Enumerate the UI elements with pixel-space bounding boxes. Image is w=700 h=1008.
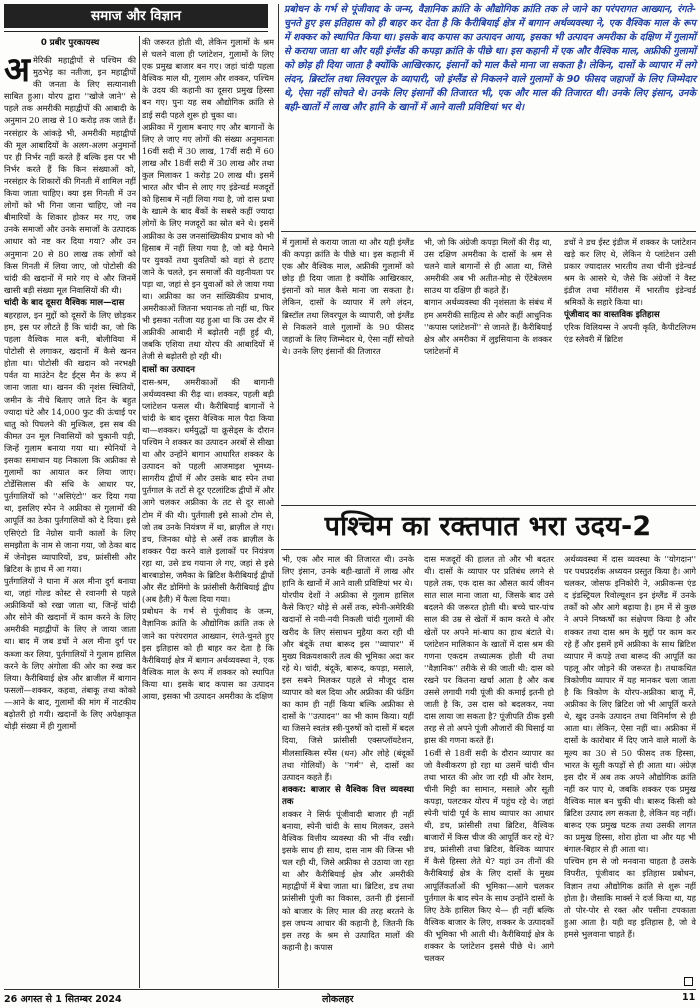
footer-publication: लोकलहर [322,994,354,1005]
footer-rule [4,989,696,990]
quote-rule [281,231,696,232]
paragraph: बहरहाल, इन मुद्दों को दूसरों के लिए छोड़कर हम, इस पर लौटते हैं कि चांदी का, जो कि पहला वैश्विक माल बनी, बोलीविया में पोटोसी से लगाकर, खदानों में कैसे खनन होता था। पोटोसी की खदान को नरभक्षी पर्वत या माउंटेन दैट ईट्स मैन के रूप में जाना जाता था। खनन की नृशंस स्थितियों, जमीन के नीचे बिताए जाते दिन के बहुत ज्यादा घंटे और 14,000 फुट की ऊंचाई पर धातु को पिघलने की मुश्किल, इस सब की कीमत उन मूल निवासियों को चुकानी पड़ी, जिन्हें गुलाम बनाया गया था। स्पेनियों ने इसका समाधान यह निकाला कि अफ्रीका से गुलामों का आयात कर लिया जाए। टोर्डेसिलास की संधि के आधार पर, पुर्तगालियों को ''असिएंटो'' कर दिया गया था, इसलिए स्पेन ने अफ्रीका से गुलामों की आपूर्ति का ठेका पुर्तगालियों को दे दिया। इसे एसिएंटो डि नेग्रोस यानी कालों के लिए समझौता के नाम से जाना गया, जो ठेका बाद में जेनोइस व्यापारियों, डच, फ्रांसीसी और ब्रिटिश के हाथ में आ गया। [4,309,136,574]
paragraph: बागान अर्थव्यवस्था की नृशंसता के संबंध में हम अमरीकी साहित्य से और कहीं आधुनिक ''कपास प्लांटेशनों'' से जानते हैं। कैरीबियाई क्षेत्र और अमरीका में लुइसियाना के शक्कर प्लांटेशनों में [424,297,552,356]
paragraph: योरपीय देशों ने अफ्रीका से गुलाम हासिल कैसे किए? थोड़े से अर्से तक, स्पेनी-अमेरिकी खदानों से नयी-नयी निकली चांदी गुलामों की खरीद के लिए संसाधन मुहैया करा रही थी और बंदूकें तथा बारूद इस ''व्यापार'' में मुख्य विक्रयशकारी तत्व की भूमिका अदा कर रहे थे। चांदी, बंदूकें, बारूद, कपड़ा, मसाले, इस सबने मिलकर पहले से मौजूद दास व्यापार को बल दिया और अफ्रीका की फंडिंग का काम ही नहीं किया बल्कि अफ्रीका से दासों के ''उत्पादन'' का भी काम किया। यहीं था जिसने स्वतंत्र स्त्री-पुरुषों को दासों में बदल दिया, जिसे फ्रांसीसी एक्सप्लॉयटेशन, मीलसास्किस स्पेंस (धन) और लोहे (बंदूकों तथा गोलियों) के ''गर्म'' से, दासों का उत्पादन कहते हैं। [282,590,414,782]
headline-rule-top [281,505,696,506]
paragraph: दास मजदूरों की हालत तो और भी बदतर थी। दासों के व्यापार पर प्रतिबंध लगने से पहले तक, एक दास का औसत कार्य जीवन सात साल माना जाता था, जिसके बाद उसे बदलने की जरूरत होती थी। बच्चे चार-पांच साल की उम्र से खेतों में काम करते थे और खेतों पर अपने मां-बाप का हाथ बंटाते थे। प्लांटेशन मालिकान के खातों में दास श्रम की गणना एकदम तथ्यात्मक होती थी तथा ''वैज्ञानिक'' तरीके से की जाती थी: दास को रखने पर कितना खर्चा आता है और कब उससे लगायी गयी पूंजी की कमाई इतनी हो जाती है कि, उस दास को बदलकर, नया दास लाया जा सकता है? पूंजीपति ठीक इसी तरह से तो अपने पूंजी औजारों की घिसाई या ह्रास की गणना करते हैं। [424,554,554,746]
paragraph: 16वीं से 18वीं सदी के दौरान व्यापार का जो वैश्वीकरण हो रहा था उसमें चांदी चीन तथा भारत की ओर जा रही थी और रेशम, चीनी मिट्टी का सामान, मसाले और सूती कपड़ा, पलटकर योरप में पहुंच रहे थे। जहां स्पेनी चांदी पूर्व के साथ व्यापार का आधार थी, डच, फ्रांसीसी तथा ब्रिटिश, वैश्विक बाजारों में किस चीज की आपूर्ति कर रहे थे? डच, फ्रांसीसी तथा ब्रिटिश, वैश्विक व्यापार में कैसे हिस्सा लेते थे? यहां उन तीनों की कैरीबियाई क्षेत्र के लिए दासों के मुख्य आपूर्तिकर्ताओं की भूमिका—आगे चलकर पुर्तगाल के बाद स्पेन के साथ उन्होंने दासों के लिए ठेके हासिल किए थे— ही नहीं बल्कि वैश्विक बाजार के लिए, शक्कर के उत्पादकों की भूमिका भी आती थी। कैरीबियाई क्षेत्र के शक्कर के प्लांटेशन इससे पीछे थे। आगे चलकर [424,747,554,964]
column-divider [139,36,140,988]
paragraph: दास-श्रम, अमरीकाओं की बागानी अर्थव्यवस्था की रीढ़ था। शक्कर, पहली बड़ी प्लांटेशन फसल थी। कैरीबियाई बागानों ने चांदी के बाद दूसरा वैश्विक माल पैदा किया था—शक्कर। धर्मयुद्धों या क्रूसेड्स के दौरान पश्चिम ने शक्कर का उत्पादन अरबों से सीखा था और उन्होंने बागान आधारित शक्कर के उत्पादन को पहली आजमाइश भूमध्य-सागरीय द्वीपों में और उसके बाद स्पेन तथा पुर्तगाल के तटों से दूर एटलांटिक द्वीपों में और आगे चलकर अफ्रीका के तट से दूर साओ टोम में की थी। पुर्तगाली इसे साओ टोम से, जो तब उनके नियंत्रण में था, ब्राज़ील ले गए। डच, जिनका थोड़े से अर्से तक ब्राज़ील के शक्कर पैदा करने वाले इलाकों पर नियंत्रण रहा था, उसे डच गयाना ले गए, जहां से इसे बारबाडोस, जमैका के ब्रिटिश कैरीबियाई द्वीपों और सैंट डोमिंगो के फ्रांसीसी कैरीबियाई द्वीप (अब हैती) में फैला दिया गया। [142,376,274,605]
end-mark [684,977,693,986]
paragraph: पश्चिम हम से जो मनवाना चाहता है उसके विपरीत, पूंजीवाद का इतिहास प्रबोधन, विज्ञान तथा औद्योगिक क्रांति से शुरू नहीं होता है। जैसाकि मार्क्स ने दर्ज किया था, यह तो पोर-पोर से रक्त और पसीना टपकाता हुआ आता है। यही वह इतिहास है, जो वे हमसे भुलवाना चाहते हैं। [564,856,696,939]
paragraph: पुर्तगालियों ने घाना में अल मीना दुर्ग बनाया था, जहां गोल्ड कोस्ट से रवानगी से पहले अफ्रीकियों को रखा जाता था, जिन्हें चांदी और सोने की खदानों में काम करने के लिए अमरीकी महाद्वीपों के लिए ले जाया जाता था। बाद में जब डचों ने अल मीना दुर्ग पर कब्जा कर लिया, पुर्तगालियों ने गुलाम हासिल करने के लिए अंगोला की ओर का रुख कर लिया। कैरीबियाई क्षेत्र और ब्राजील में बागान फसलों—शक्कर, कहवा, तंबाकू तथा कोको—आने के बाद, गुलामों की मांग में नाटकीय बढ़ोतरी हो गयी। खदानों के लिए अपेक्षाकृत थोड़ी संख्या में ही गुलामों [4,575,136,732]
paragraph: में गुलामों से कराया जाता था और यही इंग्लैंड की कपड़ा क्रांति के पीछे था। इस कहानी में एक और वैश्विक माल, अफ्रीकी गुलामों को छोड़ ही दिया जाता है क्योंकि आखिरकार, इंसानों को माल कैसे माना जा सकता है। लेकिन, दासों के व्यापार में लगे लंदन, ब्रिस्टॉल तथा लिवरपूल के व्यापारी, जो इंग्लैंड से निकलने वाले गुलामों के 90 फीसद जहाजों के लिए जिम्मेदार थे, ऐसा नहीं सोचते थे। उनके लिए इंसानों की तिजारत [282,237,414,356]
paragraph: डचों ने डच ईस्ट इंडीज में शक्कर के प्लांटेशन खड़े कर लिए थे, लेकिन ये प्लांटेशन उसी प्रकार ज्यादातर भारतीय तथा चीनी इंडेन्चर्ड श्रम के आसरे थे, जैसे कि अंग्रेजों ने वैस्ट इंडीज तथा मॉरीशस में भारतीय इंडेन्चर्ड श्रमिकों के सहारे किया था। [564,237,696,308]
paragraph: अर्थव्यवस्था में दास व्यवस्था के ''योगदान'' पर पथप्रदर्शक अध्ययन प्रस्तुत किया है। आगे चलकर, जोसफ इनिकोरी ने, अफ्रीकन्स एंड द इंडस्ट्रियल रिवोल्यूशन इन इंग्लैंड में उनके तर्कों को और आगे बढ़ाया है। हम में से कुछ ने अपने निष्कर्षों का संक्षेपण किया है और शक्कर तथा दास श्रम के मुद्दों पर काम कर रहे हैं और इसमें हमें अफ्रीका के साथ ब्रिटिश व्यापार में कपड़े तथा बारूद की आपूर्ति का पहलू और जोड़ने की जरूरत है। तथाकथित त्रिकोणीय व्यापार में यह मानकर चला जाता है कि त्रिकोण के योरप-अफ्रीका बाजू में, अफ्रीका के लिए ब्रिटिश जो भी आपूर्ति करते थे, खुद उनके उत्पादन तथा विनिर्माण से ही आता था। लेकिन, ऐसा नहीं था। अफ्रीका में दासों के कारोबार में दिए जाने वाले मालों के मूल्य का 30 से 50 फीसद तक हिस्सा, भारत के सूती कपड़ों से ही आता था। अंग्रेज़ इस दौर में अब तक अपने औद्योगिक क्रांति नहीं कर पाए थे, जबकि शक्कर एक प्रमुख वैश्विक माल बन चुकी थी। बारूद किसी को ब्रिटिश उत्पाद लग सकता है, लेकिन वह नहीं। बारूद एक प्रमुख घटक तथा उसकी लागत का प्रमुख हिस्सा, शोरा होता था और यह भी बंगाल-बिहार से ही आता था। [564,554,696,855]
column-3-upper [282,236,414,504]
paragraph: अमेरिकी महाद्वीपों से पश्चिम की मुठभेड़ का नतीजा, इन महाद्वीपों की जनता के लिए सत्यानाशी साबित हुआ। योरप द्वारा ''खोजे जाने'' से पहले तक अमरीकी महाद्वीपों की आबादी के अनुमान 20 लाख से 10 करोड़ तक जाते हैं। नरसंहार के आंकड़े भी, अमरीकी महाद्वीपों की मूल आबादियों के अलग-अलग अनुमानों पर ही निर्भर नहीं करते हैं बल्कि इस पर भी निर्भर करते हैं कि किन संख्याओं को, नरसंहार के शिकारों की गिनती में शामिल नहीं किया जाता चाहिए। क्या इस गिनती में उन लोगों को भी गिना जाना चाहिए, जो नव बीमारियों के शिकार होकर मर गए, जब उनके समाजों और उनके समाजों के उत्पादक आधार को नष्ट कर दिया गया? और उन अनुमानः 20 से 80 लाख तक लोगों को किस गिनती में लिया जाए, जो पोटोसी की चांदी की खदानों में मारे गए थे और जिनमें खासी बड़ी संख्या मूल निवासियों की थी। [4,54,136,295]
paragraph: एरिक विलियम्स ने अपनी कृति, कैपीटलिज्म एंड स्लेवरी में ब्रिटिश [564,321,696,344]
byline: 0 प्रबीर पुरकायस्थ [40,38,100,48]
headline-rule-bottom [281,549,696,550]
column-3-lower [282,553,414,988]
section-title: समाज और विज्ञान [90,8,182,24]
pull-quote: प्रबोधन के गर्भ से पूंजीवाद के जन्म, वैज्ञानिक क्रांति के औद्योगिक क्रांति तक ले जाने का परंपरागत आख्यान, रंगते-चुनते हुए इस इतिहास को ही बाहर कर देता है कि कैरीबियाई क्षेत्र में बागान अर्थव्यवस्था ने, एक वैश्विक माल के रूप में शक्कर को स्थापित किया था। इसके बाद कपास का उत्पादन आया, इसका भी उत्पादन अमरीका के दक्षिण में गुलामों से कराया जाता था और यही इंग्लैंड की कपड़ा क्रांति के पीछे था। इस कहानी में एक और वैश्विक माल, अफ्रीकी गुलामों को छोड़ ही दिया जाता है क्योंकि आखिरकार, इंसानों को माल कैसे माना जा सकता है। लेकिन, दासों के व्यापार में लगे लंदन, ब्रिस्टॉल तथा लिवरपूल के व्यापारी, जो इंग्लैंड से निकलने वाले गुलामों के 90 फीसद जहाजों के लिए जिम्मेदार थे, ऐसा नहीं सोचते थे। उनके लिए इंसानों की तिजारत भी, एक और माल की तिजारत थी। उनके लिए इंसान, उनके बही-खातों में लाख और हानि के खानों में आने वाली प्रविष्टियां भर थे। [284,4,696,114]
paragraph: की जरूरत होती थी, लेकिन गुलामों के श्रम से चलने वाला ही प्लांटेशन, गुलामों के लिए एक प्रमुख बाजार बन गए। जहां चांदी पहला वैश्विक माल थी, गुलाम और शक्कर, पश्चिम के उदय की कहानी का दूसरा प्रमुख हिस्सा बन गए। पुनः यह सब औद्योगिक क्रांति से डाई सदी पहले शुरू हो चुका था। [142,37,274,120]
subheading: पूंजीवाद का वास्तविक इतिहास [564,309,660,320]
column-1 [4,54,136,988]
subheading: चांदी के बाद दूसरा वैश्विक माल—दास [4,297,125,308]
column-2 [142,36,274,988]
footer-date: 26 अगस्त से 1 सितम्बर 2024 [4,994,122,1005]
column-5-upper [564,236,696,504]
subheading: दासों का उत्पादन [142,364,195,375]
column-4-lower [424,553,554,988]
column-4-upper [424,236,552,504]
paragraph: शक्कर ने सिर्फ पूंजीवादी बाजार ही नहीं बनाया, स्पेनी चांदी के साथ मिलकर, उसने वैश्विक वित्तीय व्यवस्था की भी नींव रखी। इसके साथ ही साथ, दास नाम की जिन्स भी चल रही थी, जिसे अफ्रीका से उठाया जा रहा था और कैरीबियाई क्षेत्र और अमरीकी महाद्वीपों में बेचा जाता था। ब्रिटिश, डच तथा फ्रांसीसी पूंजी का विकास, उतनी ही इंसानों को बाजार के लिए माल की तरह बरतने के इस जघन्य आचार की कहानी है, जितनी कि इस तरह के श्रम से उत्पादित मालों की कहानी है। कपास [282,808,414,952]
column-divider [278,4,279,988]
drop-cap: अ [4,54,30,90]
paragraph: प्रबोधन के गर्भ से पूंजीवाद के जन्म, वैज्ञानिक क्रांति के औद्योगिक क्रांति तक ले जाने का परंपरागत आख्यान, रंगते-चुनते हुए इस इतिहास को ही बाहर कर देता है कि कैरीबियाई क्षेत्र में बागान अर्थव्यवस्था ने, एक वैश्विक माल के रूप में शक्कर को स्थापित किया था। इसके बाद कपास का उत्पादन आया, इसका भी उत्पादन अमरीका के दक्षिण [142,606,274,701]
paragraph: भी, जो कि अंग्रेजी कपड़ा मिलों की रीढ़ था, उस दक्षिण अमरीका के दासों के श्रम से चलने वाले बागानों से ही आता था, जिसे अमरीकी अब भी अतीत-मोह से ऐंटेबेल्लम साउथ या दक्षिण ही कहते हैं। [424,237,552,296]
section-banner [4,4,268,28]
headline: पश्चिम का रक्तपात भरा उदय-2 [324,511,652,542]
column-5-lower [564,553,696,975]
section-rule [4,31,268,32]
subheading: शक्कर: बाजार से वैश्विक वित्त व्यवस्था तक [282,784,414,807]
footer-page-number: 11 [682,992,696,1003]
paragraph: भी, एक और माल की तिजारत थी। उनके लिए इंसान, उनके बही-खातों में लाख और हानि के खानों में आने वाली प्रविष्टियां भर थे। [282,554,414,589]
paragraph: अफ्रीका में गुलाम बनाए गए और बागानों के लिए ले जाए गए लोगों की संख्या अनुमानतः 16वीं सदी में 30 लाख, 17वीं सदी में 60 लाख और 18वीं सदी में 30 लाख और तथा कुल मिलाकर 1 करोड़ 20 लाख थी। इसमें भारत और चीन से लाए गए इंडेन्चर्ड मजदूरों को हिसाब में नहीं लिया गया है, जो दास प्रथा के खात्मे के बाद बैंकों के सबसे कहीं ज्यादा लोगों के लिए मजदूरों का स्रोत बने थे। इसमें अफ्रीका के उस जनसांख्यिकीय प्रभाव को भी हिसाब में नहीं लिया गया है, जो बड़े पैमाने पर युवकों तथा युवतियों को वहां से हटाए जाने के चलते, इन समाजों की वहनीयता पर पड़ा था, जहां से इन युवाओं को ले जाया गया था। अफ्रीका का जन सांख्यिकीय प्रभाव, अमरीकाओं जितना भयानक तो नहीं था, फिर भी इसका नतीजा यह हुआ था कि उस दौर में अफ्रीकी आबादी में बढ़ोतरी नहीं हुई थी, जबकि एशिया तथा योरप की आबादियों में तेजी से बढ़ोतरी हो रही थी। [142,121,274,362]
